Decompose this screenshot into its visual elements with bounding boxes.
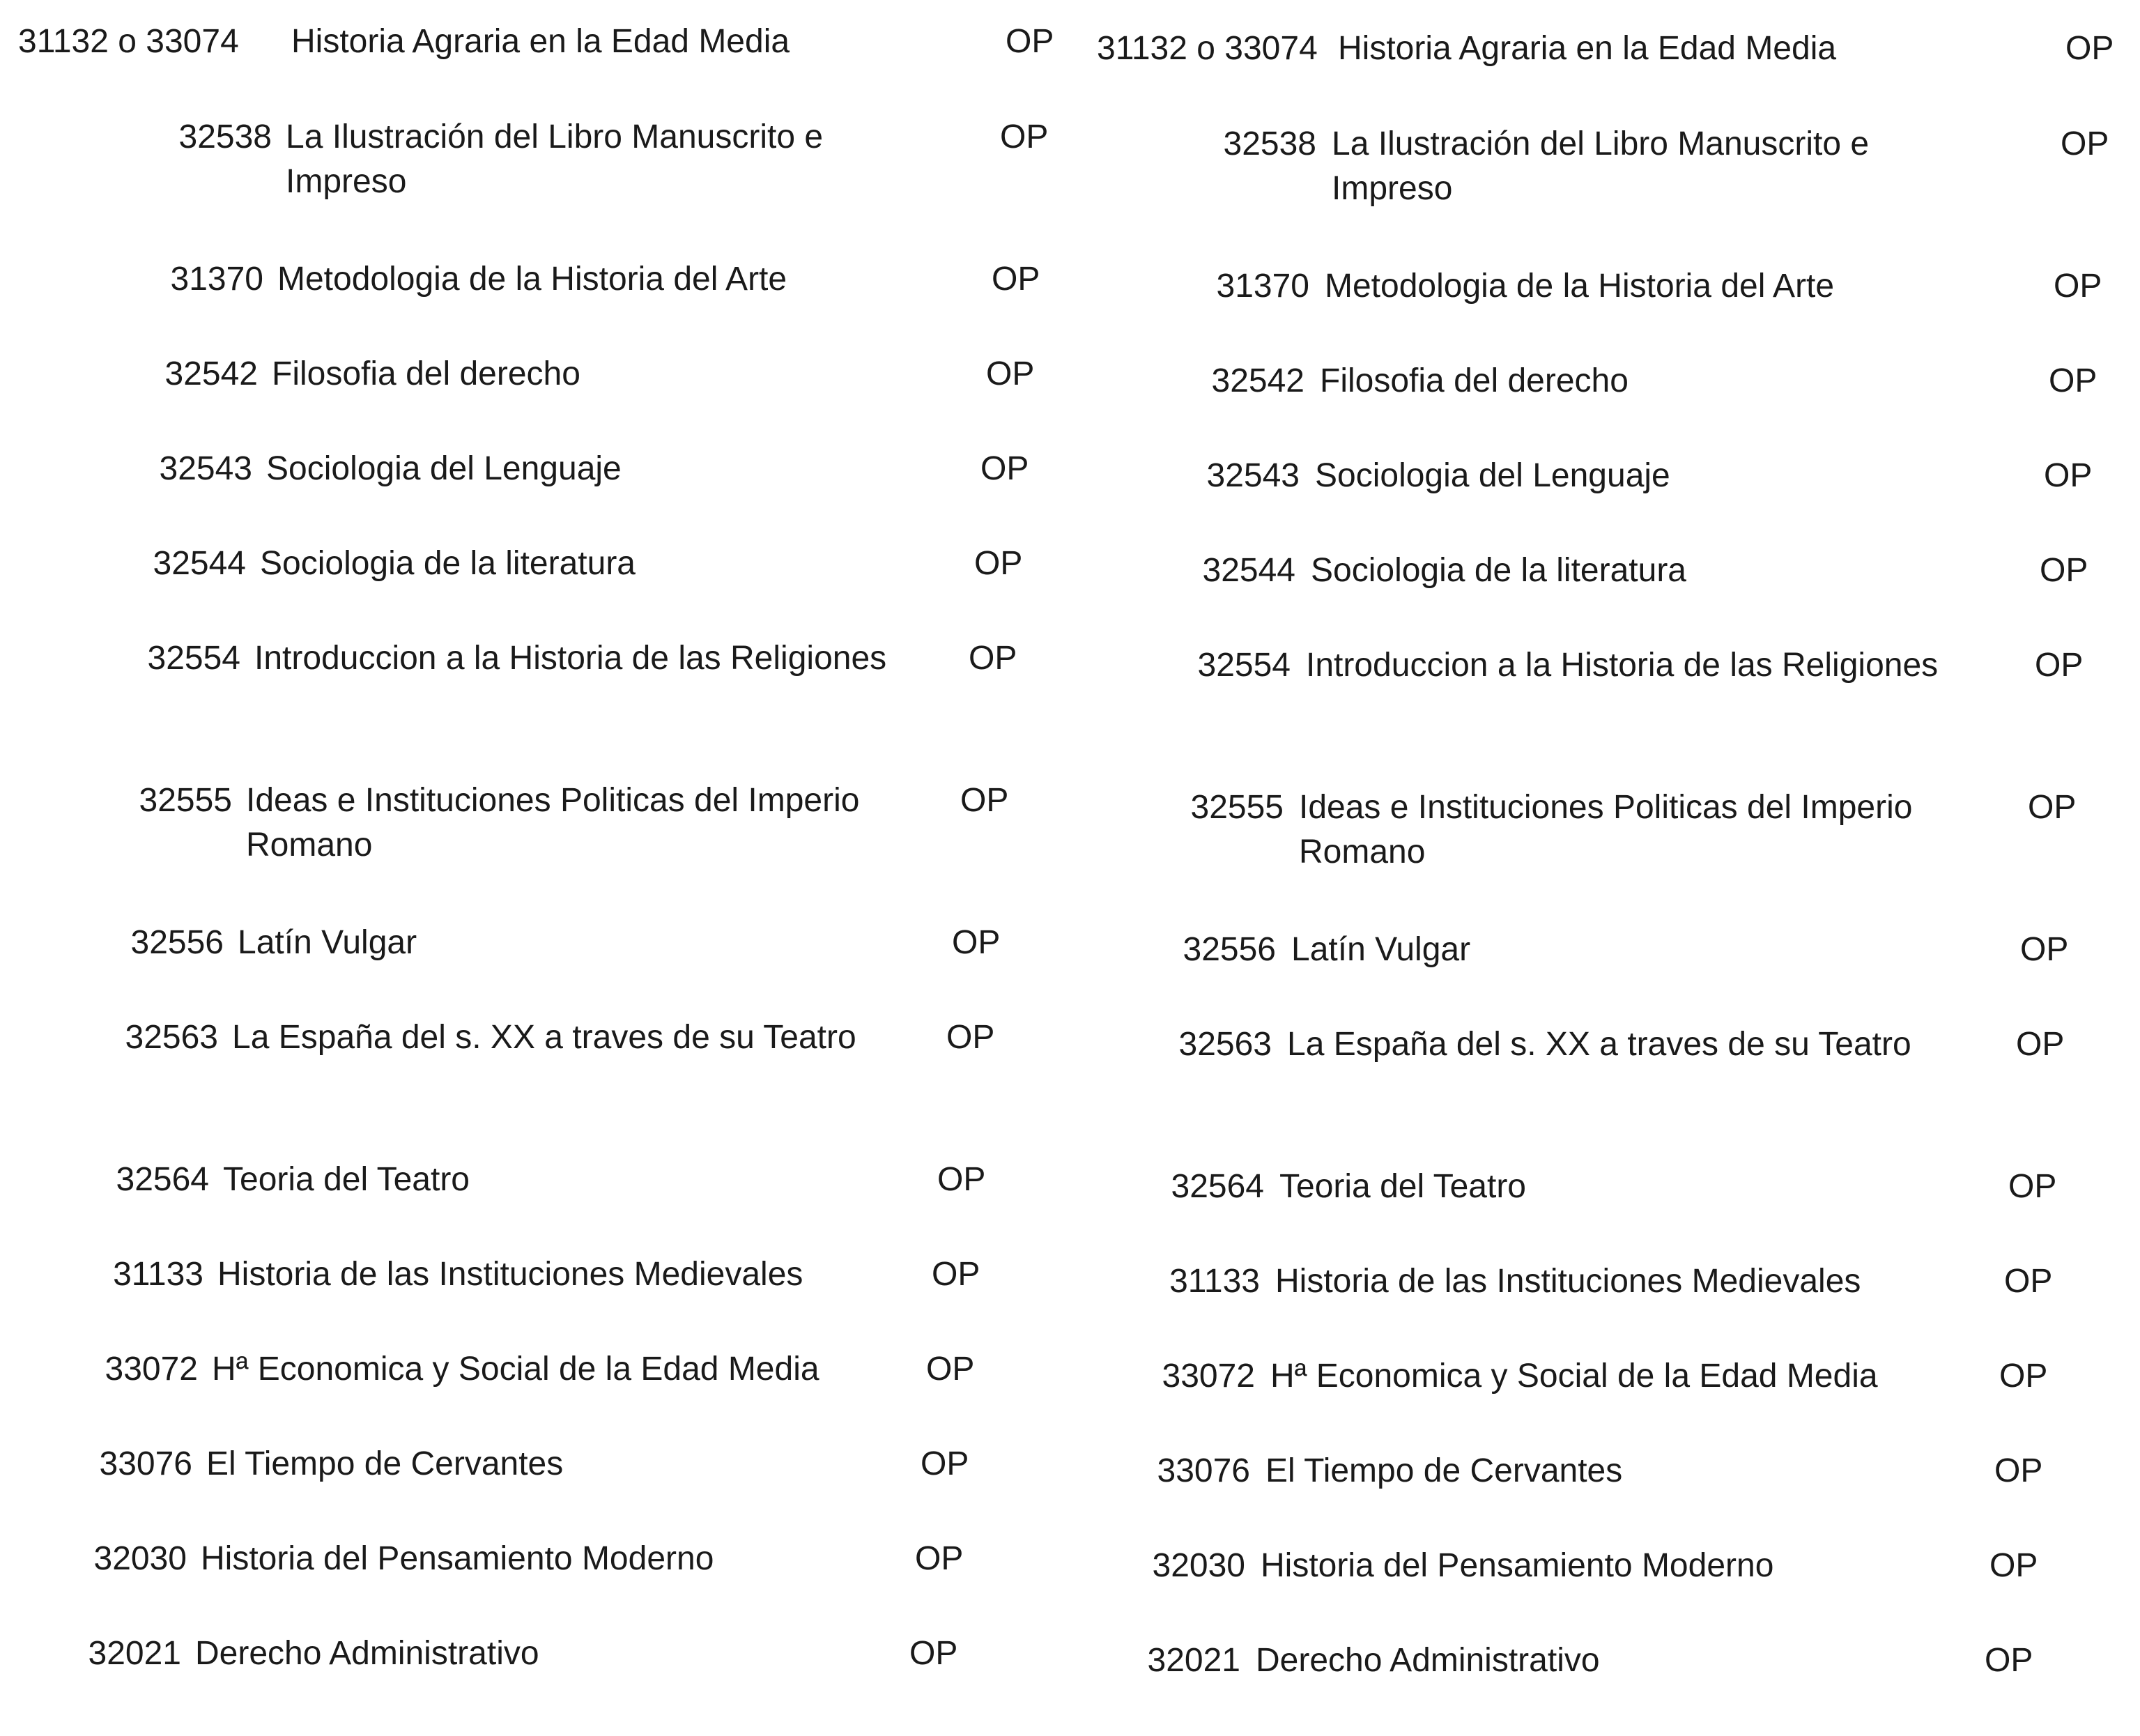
course-type: OP [1985, 1642, 2033, 1679]
course-code: 32554 [1197, 647, 1291, 684]
course-code: 32544 [153, 545, 246, 582]
course-code: 33072 [105, 1351, 198, 1388]
course-type: OP [2028, 789, 2077, 826]
course-code: 31370 [1216, 268, 1309, 305]
course-row [1070, 454, 2140, 551]
course-title: Hª Economica y Social de la Edad Media [212, 1351, 819, 1388]
course-type: OP [2004, 1263, 2053, 1300]
course-row [0, 778, 1070, 876]
course-code: 32543 [1206, 457, 1300, 494]
course-row [1070, 359, 2140, 456]
course-code: 32021 [1147, 1642, 1240, 1679]
course-type: OP [1989, 1547, 2038, 1584]
course-type: OP [2044, 457, 2093, 494]
course-code: 32563 [1178, 1026, 1272, 1063]
course-title: Filosofia del derecho [1320, 362, 1629, 399]
course-code: 32554 [147, 640, 240, 677]
course-type: OP [986, 355, 1035, 392]
course-code: 33076 [1157, 1452, 1250, 1489]
course-title: Sociologia del Lenguaje [1315, 457, 1670, 494]
course-title: Introduccion a la Historia de las Religiones [254, 640, 887, 677]
course-code: 32556 [130, 924, 224, 961]
course-code: 33072 [1162, 1358, 1255, 1395]
course-code: 32030 [93, 1540, 187, 1577]
course-title: Sociologia del Lenguaje [266, 450, 622, 487]
course-code: 32564 [116, 1161, 209, 1198]
course-title: Sociologia de la literatura [260, 545, 636, 582]
course-type: OP [969, 640, 1017, 677]
course-type: OP [1999, 1358, 2048, 1395]
course-row [1070, 643, 2140, 741]
course-title: Latín Vulgar [238, 924, 417, 961]
course-code: 32564 [1171, 1168, 1264, 1205]
course-row [0, 1537, 1070, 1634]
course-type: OP [952, 924, 1001, 961]
course-title: Historia del Pensamiento Moderno [201, 1540, 714, 1577]
course-title: La España del s. XX a traves de su Teatro [1287, 1026, 1911, 1063]
course-row [0, 1015, 1070, 1113]
course-row [1070, 1544, 2140, 1641]
course-type: OP [2065, 30, 2114, 67]
course-title: Derecho Administrativo [1256, 1642, 1600, 1679]
course-type: OP [926, 1351, 975, 1388]
course-code: 32542 [1211, 362, 1304, 399]
course-row [0, 115, 1070, 213]
course-title: Metodologia de la Historia del Arte [1325, 268, 1835, 305]
course-type: OP [1994, 1452, 2043, 1489]
course-title: Historia del Pensamiento Moderno [1261, 1547, 1774, 1584]
course-type: OP [937, 1161, 986, 1198]
right-course-list [1070, 0, 2140, 1729]
course-title: Ideas e Instituciones Politicas del Imperio Romano [1299, 789, 1913, 870]
course-type: OP [2040, 552, 2088, 589]
course-type: OP [921, 1445, 969, 1482]
course-title: La España del s. XX a traves de su Teatro [232, 1019, 856, 1056]
course-code: 32021 [88, 1635, 181, 1672]
course-type: OP [980, 450, 1029, 487]
course-title: Teoria del Teatro [223, 1161, 470, 1198]
course-row [1070, 1022, 2140, 1120]
course-type: OP [974, 545, 1023, 582]
course-title: Teoria del Teatro [1279, 1168, 1526, 1205]
course-title: Introduccion a la Historia de las Religiones [1306, 647, 1939, 684]
course-type: OP [2020, 931, 2069, 968]
course-row [1070, 1354, 2140, 1452]
course-type: OP [946, 1019, 995, 1056]
course-row [0, 1442, 1070, 1539]
course-type: OP [2049, 362, 2097, 399]
course-type: OP [2061, 125, 2109, 162]
course-row [1070, 122, 2140, 220]
course-title: Historia de las Instituciones Medievales [217, 1256, 803, 1293]
course-code: 32030 [1152, 1547, 1245, 1584]
course-row [0, 1158, 1070, 1255]
course-code: 32543 [159, 450, 252, 487]
course-type: OP [2016, 1026, 2065, 1063]
course-code: 31132 o 33074 [1097, 30, 1318, 67]
course-row [0, 447, 1070, 544]
course-type: OP [932, 1256, 980, 1293]
course-code: 31132 o 33074 [18, 23, 239, 60]
course-title: Historia Agraria en la Edad Media [1338, 30, 1837, 67]
course-code: 32542 [164, 355, 258, 392]
course-row [1070, 264, 2140, 362]
course-row [1070, 1638, 2140, 1736]
course-type: OP [992, 261, 1040, 298]
course-row [0, 352, 1070, 450]
course-code: 31133 [113, 1256, 203, 1293]
course-type: OP [2008, 1168, 2057, 1205]
course-code: 31370 [170, 261, 263, 298]
course-code: 33076 [99, 1445, 192, 1482]
course-title: Historia de las Instituciones Medievales [1275, 1263, 1861, 1300]
course-type: OP [2054, 268, 2102, 305]
course-title: Metodologia de la Historia del Arte [277, 261, 787, 298]
course-row [0, 257, 1070, 355]
course-type: OP [915, 1540, 964, 1577]
course-row [1070, 785, 2140, 883]
course-title: El Tiempo de Cervantes [206, 1445, 564, 1482]
course-row [0, 1347, 1070, 1445]
left-course-list [0, 0, 1070, 1729]
course-code: 32555 [139, 782, 232, 819]
course-code: 32538 [178, 118, 272, 155]
course-title: Filosofia del derecho [272, 355, 580, 392]
course-title: La Ilustración del Libro Manuscrito e Impreso [286, 118, 824, 200]
course-row [1070, 548, 2140, 646]
course-title: Sociologia de la literatura [1311, 552, 1686, 589]
course-title: Ideas e Instituciones Politicas del Imperio Romano [246, 782, 860, 863]
course-title: La Ilustración del Libro Manuscrito e Impreso [1332, 125, 1870, 207]
course-code: 31133 [1169, 1263, 1260, 1300]
course-type: OP [2035, 647, 2084, 684]
course-code: 32563 [125, 1019, 218, 1056]
course-code: 32555 [1190, 789, 1284, 826]
course-code: 32544 [1202, 552, 1295, 589]
course-title: Hª Economica y Social de la Edad Media [1270, 1358, 1878, 1395]
course-title: Historia Agraria en la Edad Media [291, 23, 790, 60]
course-row [1070, 1449, 2140, 1546]
course-row [0, 1252, 1070, 1350]
course-row [0, 636, 1070, 734]
course-title: Derecho Administrativo [195, 1635, 539, 1672]
course-row [0, 20, 1070, 117]
course-type: OP [909, 1635, 958, 1672]
course-code: 32556 [1183, 931, 1276, 968]
course-row [0, 541, 1070, 639]
course-row [0, 1631, 1070, 1729]
course-row [0, 921, 1070, 1018]
course-row [1070, 1165, 2140, 1262]
course-type: OP [960, 782, 1009, 819]
course-row [1070, 1259, 2140, 1357]
course-title: El Tiempo de Cervantes [1265, 1452, 1623, 1489]
course-row [1070, 26, 2140, 124]
course-row [1070, 928, 2140, 1025]
course-type: OP [1006, 23, 1054, 60]
course-title: Latín Vulgar [1291, 931, 1471, 968]
course-code: 32538 [1223, 125, 1316, 162]
course-type: OP [1000, 118, 1049, 155]
